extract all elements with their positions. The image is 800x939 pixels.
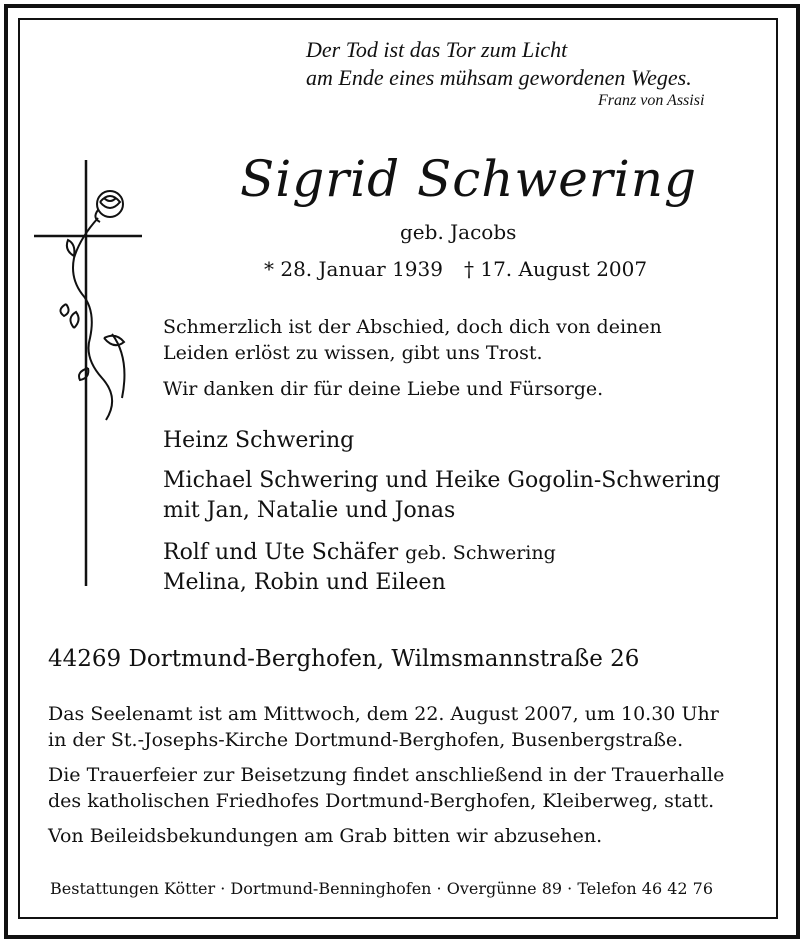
service-line-3: Die Trauerfeier zur Beisetzung findet anschließend in der Trauerhalle bbox=[48, 764, 725, 786]
death-date: † 17. August 2007 bbox=[464, 257, 648, 281]
quote-line-2: am Ende eines mühsam gewordenen Weges. bbox=[306, 65, 692, 90]
family-entry-2-line-2: mit Jan, Natalie und Jonas bbox=[163, 498, 456, 523]
cross-rose-icon bbox=[30, 158, 150, 590]
address: 44269 Dortmund-Berghofen, Wilmsmannstraße 26 bbox=[48, 646, 640, 672]
service-line-2: in der St.-Josephs-Kirche Dortmund-Berghofen, Busenbergstraße. bbox=[48, 729, 684, 751]
family-entry-3-line-2: Melina, Robin und Eileen bbox=[163, 570, 446, 595]
family-entry-3-name: Rolf und Ute Schäfer bbox=[163, 540, 399, 565]
family-entry-2-line-1: Michael Schwering und Heike Gogolin-Schwering bbox=[163, 468, 721, 493]
deceased-name: Sigrid Schwering bbox=[240, 150, 697, 208]
service-line-1: Das Seelenamt ist am Mittwoch, dem 22. August 2007, um 10.30 Uhr bbox=[48, 703, 719, 725]
family-entry-3-note: geb. Schwering bbox=[405, 542, 556, 564]
maiden-name: geb. Jacobs bbox=[400, 220, 517, 244]
birth-date: * 28. Januar 1939 bbox=[264, 257, 443, 281]
message-line-2: Leiden erlöst zu wissen, gibt uns Trost. bbox=[163, 342, 543, 364]
service-line-4: des katholischen Friedhofes Dortmund-Berghofen, Kleiberweg, statt. bbox=[48, 790, 715, 812]
quote-line-1: Der Tod ist das Tor zum Licht bbox=[306, 37, 568, 62]
quote-author: Franz von Assisi bbox=[598, 92, 705, 109]
family-entry-1: Heinz Schwering bbox=[163, 428, 355, 453]
family-entry-3 bbox=[163, 540, 556, 565]
funeral-home-footer: Bestattungen Kötter · Dortmund-Benninghofen · Overgünne 89 · Telefon 46 42 76 bbox=[50, 879, 714, 898]
message-line-1: Schmerzlich ist der Abschied, doch dich von deinen bbox=[163, 316, 662, 338]
message-line-3: Wir danken dir für deine Liebe und Fürsorge. bbox=[163, 378, 604, 400]
service-line-5: Von Beileidsbekundungen am Grab bitten wir abzusehen. bbox=[48, 825, 603, 847]
